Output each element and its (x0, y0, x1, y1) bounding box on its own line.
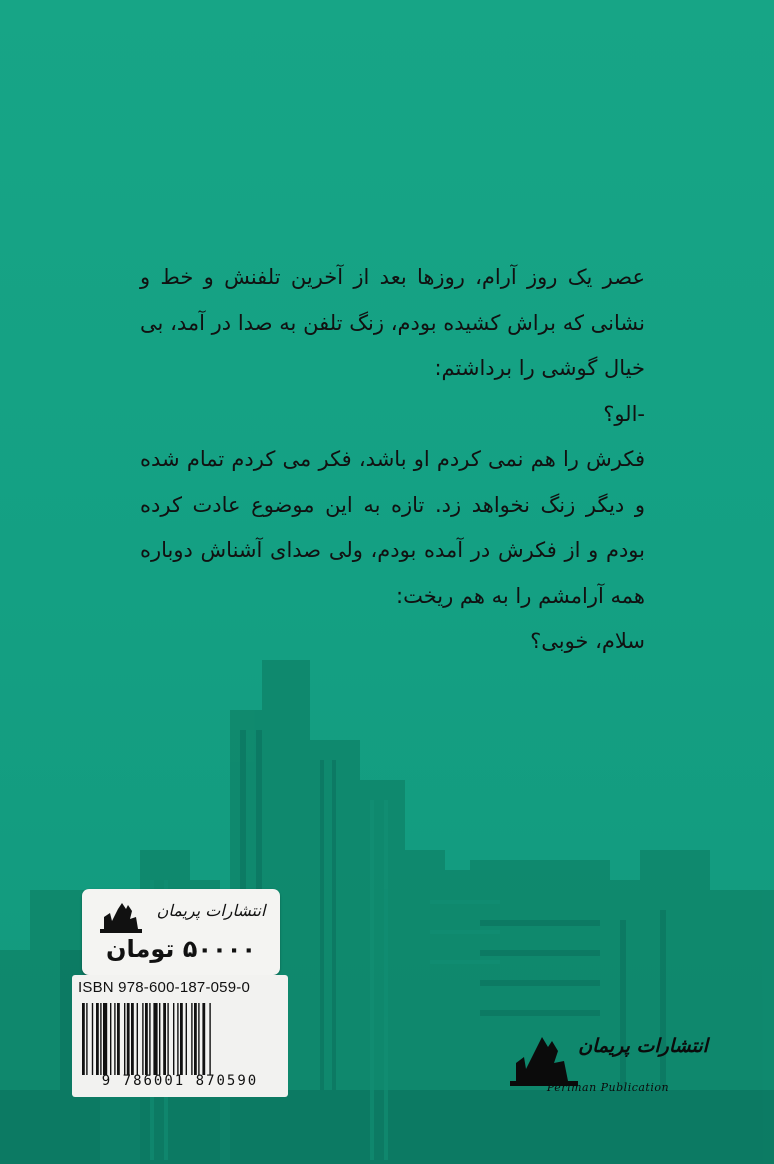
publisher-emblem-icon (98, 899, 144, 935)
barcode-digits: 9 786001 870590 (101, 1073, 259, 1089)
price-sticker-publisher: انتشارات پریمان (156, 901, 266, 920)
isbn-barcode-label (72, 975, 288, 1097)
price-sticker (82, 889, 280, 975)
isbn-number: ISBN 978-600-187-059-0 (78, 979, 251, 996)
excerpt-paragraph: فکرش را هم نمی کردم او باشد، فکر می کردم تمام شده و دیگر زنگ نخواهد زد. تازه به این موضوع عادت کرده بودم و از فکرش در آمده بودم، ولی صدای آشناش دوباره همه آرامشم را به هم ریخت: (140, 447, 645, 608)
excerpt-paragraph: سلام، خوبی؟ (530, 629, 645, 653)
publisher-name-persian: انتشارات پریمان (578, 1035, 708, 1057)
publisher-name-english: Periman Publication (546, 1081, 670, 1094)
publisher-logo (508, 1025, 708, 1105)
barcode-icon (82, 1003, 278, 1075)
back-cover-excerpt (140, 255, 645, 665)
excerpt-paragraph: -الو؟ (603, 401, 645, 426)
excerpt-paragraph: عصر یک روز آرام، روزها بعد از آخرین تلفنش و خط و نشانی که براش کشیده بودم، زنگ تلفن به صدا در آمد، بی خیال گوشی را برداشتم: (140, 265, 645, 380)
price-value: ۵۰۰۰۰ تومان (105, 935, 257, 963)
